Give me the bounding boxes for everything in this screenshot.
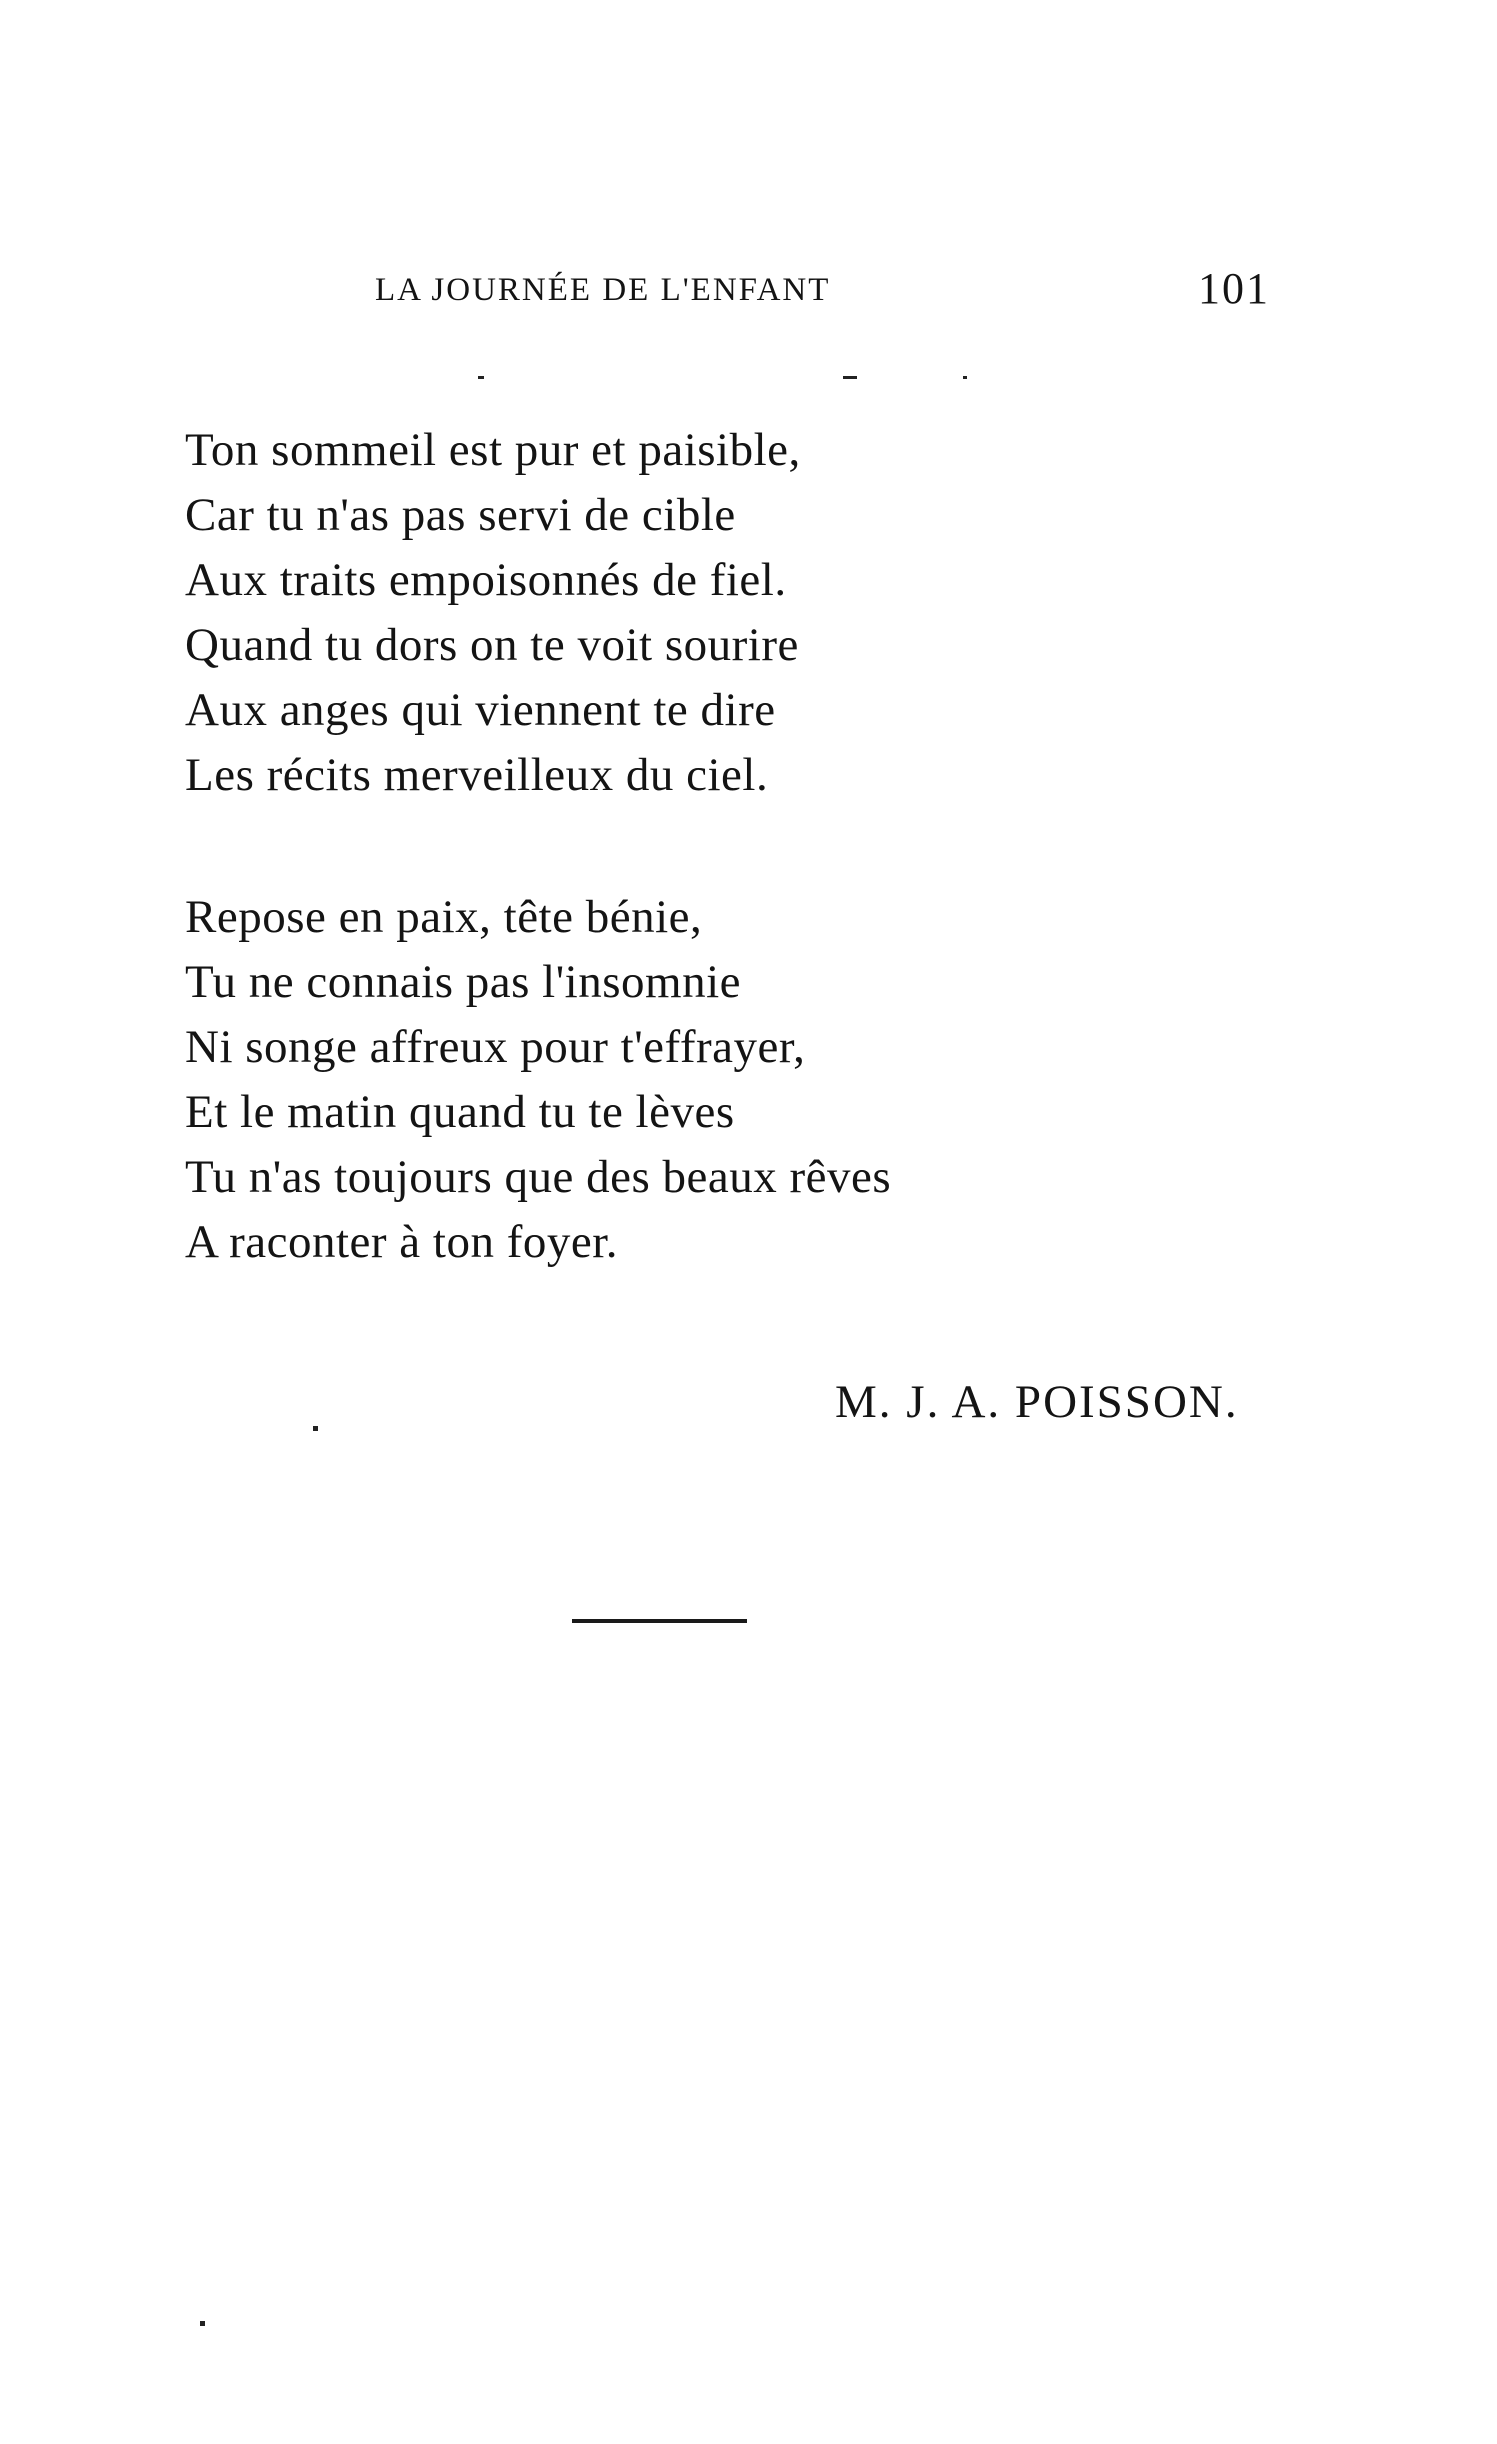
poem-line: Et le matin quand tu te lèves [185,1086,735,1138]
signature-surname: OISSON. [1043,1376,1239,1428]
poem-line: Tu n'as toujours que des beaux rêves [185,1151,892,1203]
print-speck [963,376,967,379]
page-number: 101 [1198,264,1270,313]
poem-line: Aux traits empoisonnés de fiel. [185,554,787,606]
poem-line: A raconter à ton foyer. [185,1216,619,1268]
section-divider [572,1619,747,1623]
print-speck [313,1426,318,1431]
poem-line: Ton sommeil est pur et paisible, [185,424,801,476]
author-signature [835,1375,1239,1429]
poem-line: Aux anges qui viennent te dire [185,684,776,736]
print-speck [843,376,857,379]
poem-line: Ni songe affreux pour t'effrayer, [185,1021,806,1073]
poem-line: Les récits merveilleux du ciel. [185,749,769,801]
signature-initials: M. J. A. P [835,1376,1044,1428]
print-speck [478,376,484,379]
poem-line: Repose en paix, tête bénie, [185,891,703,943]
running-title: LA JOURNÉE DE L'ENFANT [375,272,831,308]
print-speck [200,2321,205,2326]
poem-line: Quand tu dors on te voit sourire [185,619,799,671]
poem-line: Car tu n'as pas servi de cible [185,489,736,541]
poem-stanza-1 [185,418,801,808]
poem-stanza-2 [185,885,891,1275]
poem-line: Tu ne connais pas l'insomnie [185,956,741,1008]
